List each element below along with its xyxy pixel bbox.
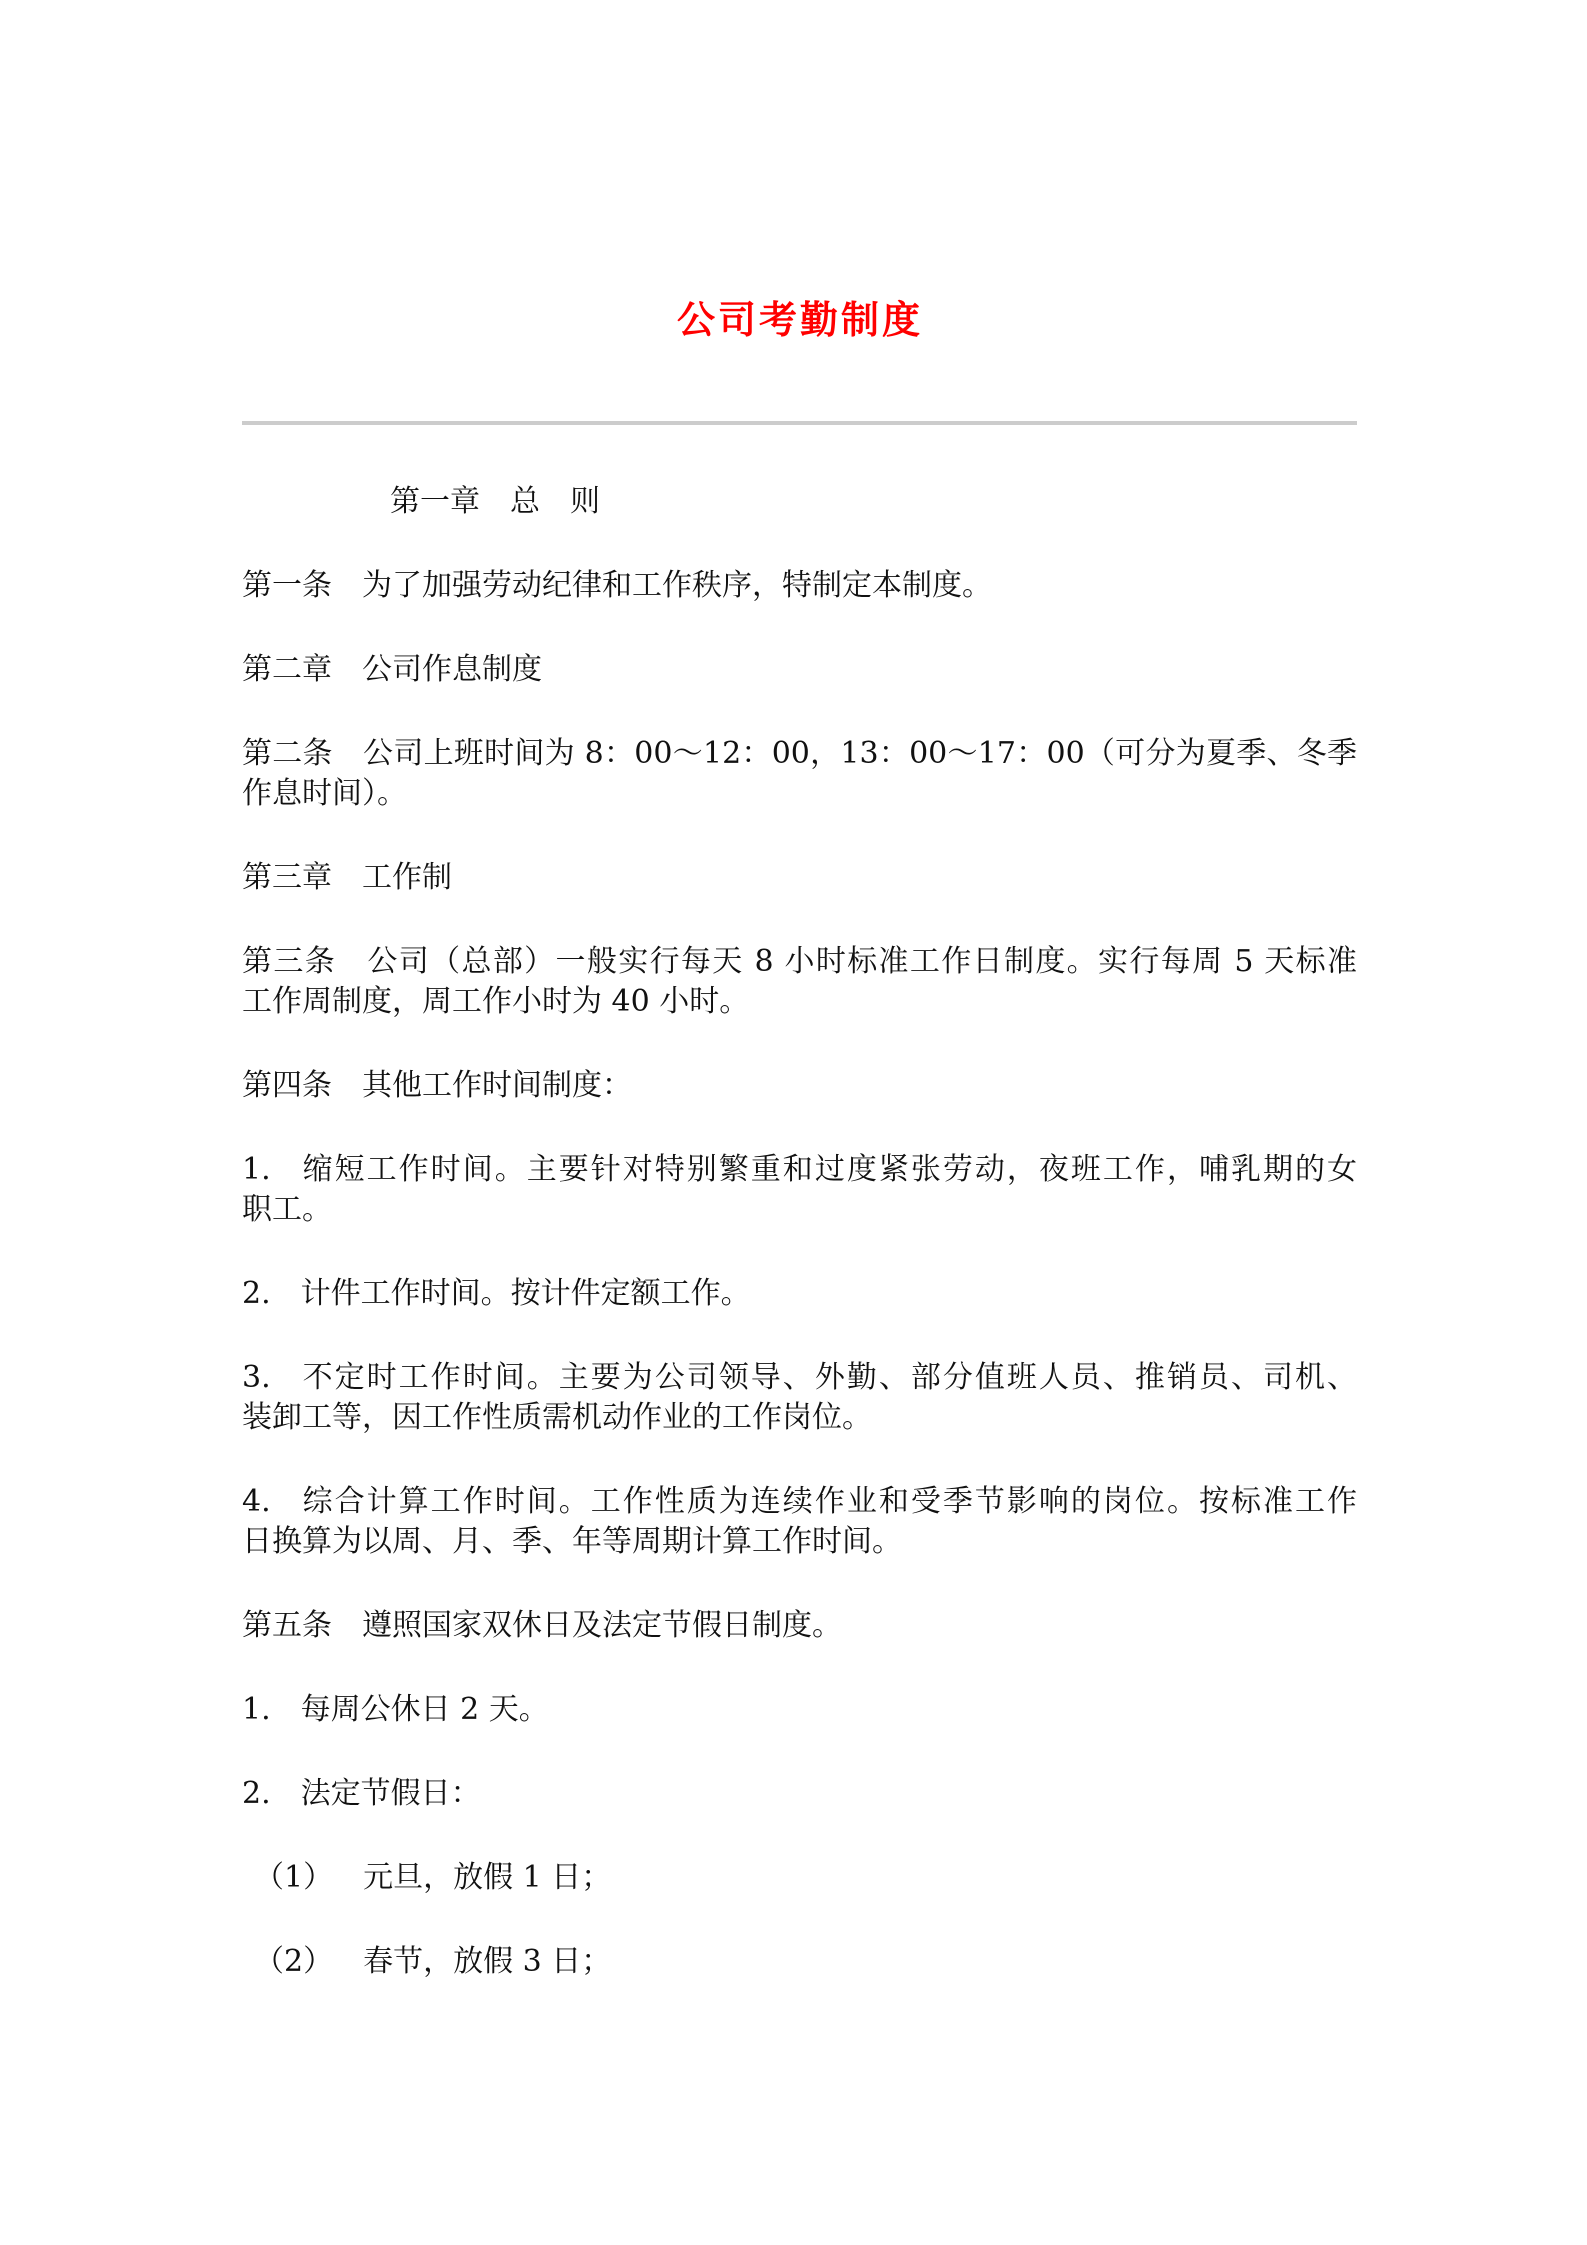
para-text: 装卸工等，因工作性质需机动作业的工作岗位。 xyxy=(242,1400,872,1435)
list-item xyxy=(242,1274,1357,1314)
chapter-heading xyxy=(242,482,1357,522)
list-item xyxy=(242,1482,1357,1562)
para-label: 2. xyxy=(242,1776,271,1811)
list-item xyxy=(242,1150,1357,1230)
para-text: 职工。 xyxy=(242,1192,332,1227)
sub-item xyxy=(242,1942,1357,1982)
para-label: 第三条 xyxy=(242,944,337,979)
para-text: 不定时工作时间。主要为公司领导、外勤、部分值班人员、推销员、司机、 xyxy=(300,1360,1357,1395)
title-divider xyxy=(242,421,1357,425)
para-label: 3. xyxy=(242,1360,271,1395)
para-text: 元旦，放假 1 日； xyxy=(363,1860,612,1895)
para-text: 总 则 xyxy=(510,484,600,519)
para-text: 每周公休日 2 天。 xyxy=(300,1692,549,1727)
para-text: 公司作息制度 xyxy=(362,652,542,687)
article xyxy=(242,1606,1357,1646)
chapter-heading xyxy=(242,858,1357,898)
sub-item xyxy=(242,1858,1357,1898)
para-label: 第四条 xyxy=(242,1068,332,1103)
para-label: 2. xyxy=(242,1276,271,1311)
article xyxy=(242,942,1357,1022)
document-title: 公司考勤制度 xyxy=(676,298,923,342)
article xyxy=(242,734,1357,814)
para-text: 公司上班时间为 8：00～12：00，13：00～17：00（可分为夏季、冬季 xyxy=(362,736,1358,771)
chapter-heading xyxy=(242,650,1357,690)
para-label: 第五条 xyxy=(242,1608,332,1643)
list-item xyxy=(242,1358,1357,1438)
para-label: 1. xyxy=(242,1152,271,1187)
para-label: 1. xyxy=(242,1692,271,1727)
para-text: 缩短工作时间。主要针对特别繁重和过度紧张劳动，夜班工作，哺乳期的女 xyxy=(300,1152,1357,1187)
para-text: 工作制 xyxy=(362,860,452,895)
list-item xyxy=(242,1690,1357,1730)
para-label: 第一条 xyxy=(242,568,332,603)
para-text: 综合计算工作时间。工作性质为连续作业和受季节影响的岗位。按标准工作 xyxy=(300,1484,1357,1519)
document-body xyxy=(242,482,1357,2026)
para-text: 遵照国家双休日及法定节假日制度。 xyxy=(362,1608,842,1643)
para-text: 工作周制度，周工作小时为 40 小时。 xyxy=(242,984,750,1019)
para-label: （1） xyxy=(254,1860,334,1895)
para-text: 公司（总部）一般实行每天 8 小时标准工作日制度。实行每周 5 天标准 xyxy=(366,944,1357,979)
para-label: 4. xyxy=(242,1484,271,1519)
para-label: 第一章 xyxy=(390,484,480,519)
para-text: 作息时间）。 xyxy=(242,776,407,811)
para-label: 第二条 xyxy=(242,736,333,771)
article xyxy=(242,1066,1357,1106)
para-text: 日换算为以周、月、季、年等周期计算工作时间。 xyxy=(242,1524,902,1559)
para-label: 第三章 xyxy=(242,860,332,895)
para-text: 法定节假日： xyxy=(300,1776,481,1811)
para-text: 为了加强劳动纪律和工作秩序，特制定本制度。 xyxy=(362,568,992,603)
para-text: 其他工作时间制度： xyxy=(362,1068,632,1103)
para-label: 第二章 xyxy=(242,652,332,687)
para-text: 春节，放假 3 日； xyxy=(363,1944,612,1979)
article xyxy=(242,566,1357,606)
list-item xyxy=(242,1774,1357,1814)
para-text: 计件工作时间。按计件定额工作。 xyxy=(300,1276,751,1311)
para-label: （2） xyxy=(254,1944,334,1979)
